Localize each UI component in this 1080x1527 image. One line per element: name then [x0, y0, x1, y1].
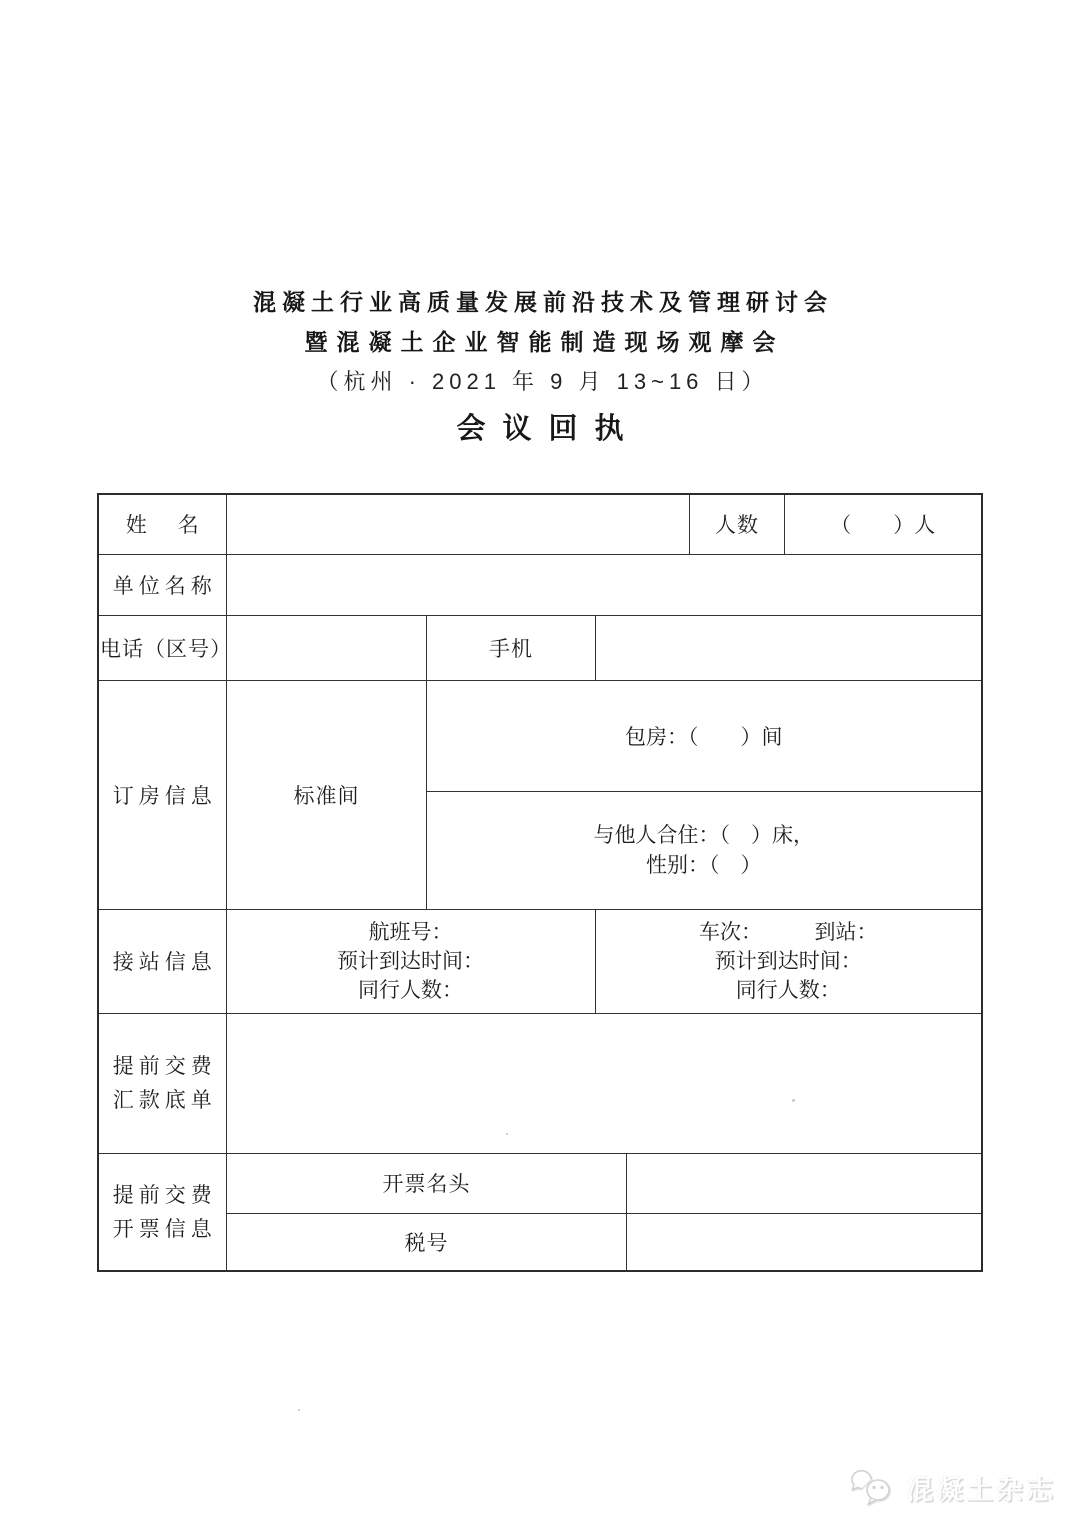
table-row	[98, 1013, 982, 1153]
table-row	[98, 615, 982, 680]
table-row	[98, 1153, 982, 1213]
registration-form-table	[97, 493, 983, 1272]
mobile-input-cell	[595, 615, 982, 680]
shared-room-line2: 性别：（ ）	[646, 853, 762, 877]
scan-speck	[506, 1133, 508, 1135]
invoice-title-label-cell: 开票名头	[226, 1153, 626, 1213]
flight-info-cell	[226, 909, 595, 1013]
invoice-title-input-cell	[626, 1153, 982, 1213]
tax-id-label-cell: 税号	[226, 1213, 626, 1271]
train-number-label: 车次： 到站：	[699, 919, 878, 944]
wechat-icon	[851, 1469, 897, 1507]
train-eta-label: 预计到达时间：	[714, 948, 862, 973]
payment-label-line2: 汇款底单	[112, 1088, 217, 1112]
shared-room-cell	[426, 791, 982, 909]
flight-number-label: 航班号：	[368, 919, 453, 944]
watermark-text: 混凝土杂志	[906, 1475, 1056, 1505]
invoice-label-line1: 提前交费	[112, 1182, 217, 1207]
table-row	[98, 909, 982, 1013]
scan-speck	[792, 1099, 795, 1102]
watermark	[851, 1468, 1056, 1507]
flight-companions-label: 同行人数：	[358, 977, 463, 1002]
booking-label-cell: 订房信息	[98, 680, 226, 909]
table-row	[98, 680, 982, 791]
pickup-label-cell: 接站信息	[98, 909, 226, 1013]
conference-date-line: （杭州 · 2021 年 9 月 13~16 日）	[316, 369, 769, 394]
payment-label-cell	[98, 1013, 226, 1153]
form-title: 会议回执	[456, 413, 641, 445]
people-count-label-cell: 人数	[689, 494, 784, 554]
conference-title-line2: 暨混凝土企业智能制造现场观摩会	[304, 329, 785, 355]
train-info-cell	[595, 909, 982, 1013]
title-block	[0, 282, 1080, 452]
organization-input-cell	[226, 554, 982, 615]
table-row	[98, 494, 982, 554]
payment-label-line1: 提前交费	[112, 1054, 217, 1078]
room-type-cell: 标准间	[226, 680, 426, 909]
scan-speck	[298, 1409, 300, 1411]
payment-slip-cell	[226, 1013, 982, 1153]
table-row	[98, 1213, 982, 1271]
private-room-cell: 包房：（ ）间	[426, 680, 982, 791]
table-row	[98, 554, 982, 615]
invoice-label-line2: 开票信息	[112, 1216, 217, 1241]
flight-eta-label: 预计到达时间：	[337, 948, 484, 973]
shared-room-line1: 与他人合住：（ ）床，	[593, 823, 814, 847]
phone-label-cell: 电话（区号）	[98, 615, 226, 680]
name-input-cell	[226, 494, 689, 554]
invoice-label-cell	[98, 1153, 226, 1271]
name-label-cell: 姓 名	[98, 494, 226, 554]
train-companions-label: 同行人数：	[735, 977, 841, 1002]
organization-label-cell: 单位名称	[98, 554, 226, 615]
mobile-label-cell: 手机	[426, 615, 595, 680]
tax-id-input-cell	[626, 1213, 982, 1271]
people-count-value-cell: （ ）人	[784, 494, 982, 554]
phone-input-cell	[226, 615, 426, 680]
conference-title-line1: 混凝土行业高质量发展前沿技术及管理研讨会	[253, 289, 833, 315]
